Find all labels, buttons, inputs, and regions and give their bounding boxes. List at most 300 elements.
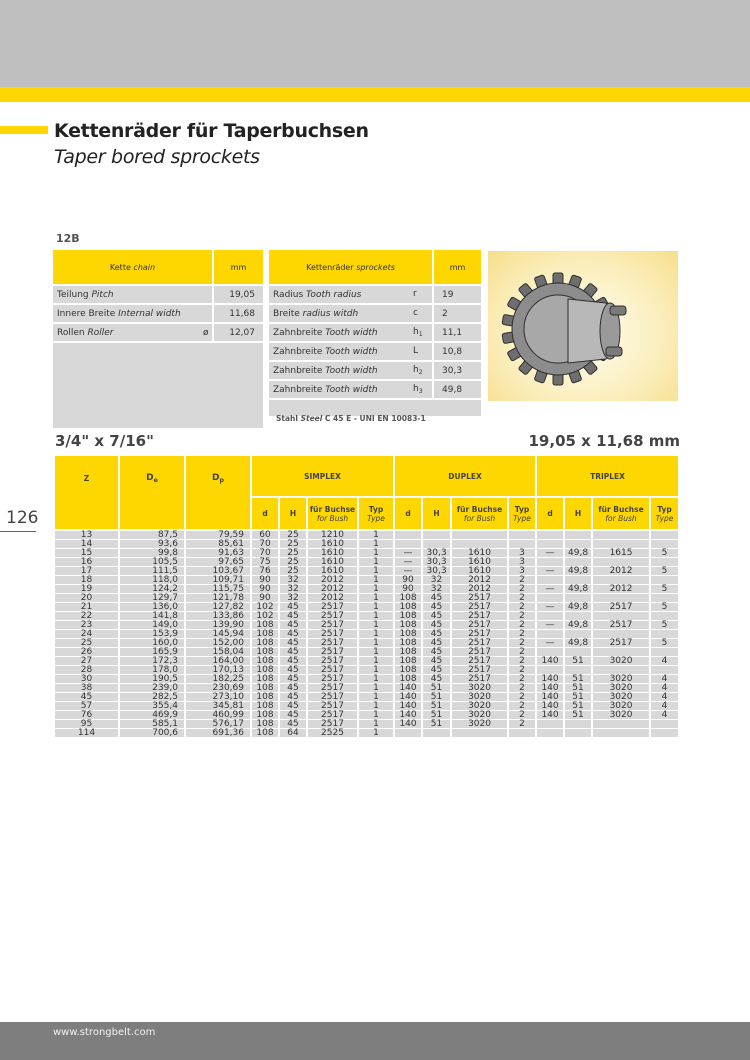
cell-duplex-d: — [394, 567, 422, 576]
cell-duplex-type: 2 [508, 675, 536, 684]
cell-triplex-type: 4 [650, 657, 679, 666]
cell-duplex-type: 2 [508, 594, 536, 603]
footer-website-link[interactable]: www.strongbelt.com [53, 1027, 156, 1038]
cell-simplex-d: 108 [251, 729, 279, 738]
cell-duplex-type: 2 [508, 648, 536, 657]
cell-dp: 79,59 [185, 530, 251, 540]
cell-duplex-d: — [394, 549, 422, 558]
cell-simplex-bush: 2517 [307, 684, 358, 693]
cell-duplex-d: 108 [394, 675, 422, 684]
cell-simplex-d: 90 [251, 585, 279, 594]
cell-simplex-bush: 1610 [307, 567, 358, 576]
table-row [54, 657, 679, 666]
sprocket-header-de: Kettenräder [306, 262, 357, 272]
cell-triplex-bush: 3020 [592, 657, 650, 666]
col-header-dp [185, 455, 251, 530]
cell-simplex-type: 1 [358, 630, 394, 639]
cell-duplex-d: 140 [394, 711, 422, 720]
cell-duplex-h: 51 [422, 702, 451, 711]
cell-triplex-bush: 2517 [592, 639, 650, 648]
cell-z: 25 [54, 639, 119, 648]
cell-simplex-h: 45 [279, 612, 307, 621]
label-en: Tooth width [325, 384, 378, 395]
table-row [54, 585, 679, 594]
cell-duplex-h: 51 [422, 720, 451, 729]
sprocket-spec-symbol [413, 342, 433, 361]
sprocket-spec-label [269, 342, 413, 361]
chain-header-en: chain [133, 262, 156, 272]
cell-simplex-type: 1 [358, 675, 394, 684]
cell-triplex-type: 5 [650, 549, 679, 558]
cell-duplex-d: 108 [394, 603, 422, 612]
cell-triplex-d: 140 [536, 684, 564, 693]
cell-triplex-d: — [536, 603, 564, 612]
cell-de: 178,0 [119, 666, 185, 675]
cell-duplex-bush: 3020 [451, 693, 508, 702]
symbol-main: h [413, 327, 419, 337]
cell-simplex-d: 108 [251, 621, 279, 630]
cell-dp: 273,10 [185, 693, 251, 702]
cell-duplex-h: 51 [422, 711, 451, 720]
cell-duplex-type: 2 [508, 657, 536, 666]
cell-simplex-h: 25 [279, 540, 307, 549]
cell-duplex-type: 2 [508, 612, 536, 621]
cell-z: 114 [54, 729, 119, 738]
cell-triplex-h: 51 [564, 675, 592, 684]
cell-z: 21 [54, 603, 119, 612]
type-header-en: Type [655, 513, 674, 523]
cell-dp: 91,63 [185, 549, 251, 558]
cell-triplex-type: 5 [650, 585, 679, 594]
cell-duplex-bush: 2517 [451, 594, 508, 603]
cell-de: 87,5 [119, 530, 185, 540]
sprocket-spec-row [269, 323, 481, 342]
cell-simplex-h: 45 [279, 621, 307, 630]
cell-duplex-h: 32 [422, 585, 451, 594]
cell-triplex-h: 49,8 [564, 585, 592, 594]
cell-z: 45 [54, 693, 119, 702]
cell-triplex-type [650, 530, 679, 540]
cell-triplex-type: 5 [650, 639, 679, 648]
cell-triplex-type [650, 720, 679, 729]
cell-simplex-bush: 2517 [307, 648, 358, 657]
cell-triplex-d: 140 [536, 711, 564, 720]
cell-duplex-bush [451, 530, 508, 540]
type-header-de: Typ [657, 504, 672, 514]
cell-duplex-d: 90 [394, 585, 422, 594]
cell-duplex-h [422, 530, 451, 540]
cell-triplex-bush [592, 530, 650, 540]
group-header-triplex: TRIPLEX [536, 455, 679, 497]
cell-simplex-type: 1 [358, 729, 394, 738]
cell-duplex-h: 51 [422, 693, 451, 702]
cell-simplex-d: 108 [251, 675, 279, 684]
cell-duplex-h: 45 [422, 630, 451, 639]
cell-de: 282,5 [119, 693, 185, 702]
sprocket-spec-label [269, 304, 413, 323]
cell-simplex-type: 1 [358, 693, 394, 702]
cell-de: 172,3 [119, 657, 185, 666]
cell-z: 17 [54, 567, 119, 576]
cell-de: 118,0 [119, 576, 185, 585]
cell-de: 111,5 [119, 567, 185, 576]
simplex-col-bush [307, 497, 358, 530]
cell-dp: 170,13 [185, 666, 251, 675]
chain-code-label: 12B [56, 232, 80, 245]
cell-z: 57 [54, 702, 119, 711]
duplex-col-bush [451, 497, 508, 530]
cell-triplex-h: 51 [564, 711, 592, 720]
cell-dp: 109,71 [185, 576, 251, 585]
cell-simplex-bush: 1610 [307, 540, 358, 549]
cell-simplex-d: 108 [251, 711, 279, 720]
table-row [54, 675, 679, 684]
table-row [54, 702, 679, 711]
cell-dp: 158,04 [185, 648, 251, 657]
cell-simplex-d: 75 [251, 558, 279, 567]
chain-spec-symbol [203, 304, 213, 323]
cell-triplex-d [536, 729, 564, 738]
cell-triplex-d [536, 720, 564, 729]
cell-simplex-d: 108 [251, 639, 279, 648]
cell-dp: 152,00 [185, 639, 251, 648]
label-en: Tooth radius [306, 289, 362, 300]
cell-simplex-bush: 2525 [307, 729, 358, 738]
cell-triplex-bush: 2517 [592, 621, 650, 630]
sprocket-spec-value: 11,1 [433, 323, 481, 342]
cell-duplex-type: 2 [508, 693, 536, 702]
cell-de: 105,5 [119, 558, 185, 567]
cell-simplex-d: 108 [251, 630, 279, 639]
cell-duplex-type: 2 [508, 639, 536, 648]
cell-duplex-h: 30,3 [422, 567, 451, 576]
page-title-english: Taper bored sprockets [54, 146, 260, 168]
cell-duplex-h: 45 [422, 648, 451, 657]
cell-simplex-d: 108 [251, 648, 279, 657]
cell-triplex-h: 51 [564, 684, 592, 693]
page-number-rule [0, 531, 36, 532]
col-header-z: Z [54, 455, 119, 530]
cell-simplex-bush: 2517 [307, 720, 358, 729]
label-en: Roller [87, 327, 114, 338]
cell-triplex-type: 5 [650, 567, 679, 576]
cell-dp: 121,78 [185, 594, 251, 603]
cell-de: 129,7 [119, 594, 185, 603]
symbol-main: h [413, 384, 419, 394]
cell-simplex-h: 45 [279, 603, 307, 612]
cell-duplex-h: 51 [422, 684, 451, 693]
cell-duplex-type [508, 530, 536, 540]
cell-simplex-d: 108 [251, 666, 279, 675]
chain-spec-row [53, 304, 263, 323]
chain-spec-filler [53, 342, 263, 428]
cell-triplex-type: 4 [650, 675, 679, 684]
sprocket-spec-row [269, 304, 481, 323]
cell-simplex-type: 1 [358, 684, 394, 693]
simplex-col-type [358, 497, 394, 530]
cell-dp: 103,67 [185, 567, 251, 576]
cell-duplex-d [394, 530, 422, 540]
cell-triplex-d: 140 [536, 675, 564, 684]
sprocket-spec-label [269, 285, 413, 304]
bush-header-de: für Buchse [456, 504, 503, 514]
cell-duplex-h: 45 [422, 675, 451, 684]
cell-duplex-h: 45 [422, 621, 451, 630]
cell-triplex-d [536, 530, 564, 540]
type-header-de: Typ [514, 504, 530, 514]
header-gray-band [0, 0, 750, 87]
sprocket-spec-value: 49,8 [433, 380, 481, 399]
cell-simplex-d: 102 [251, 612, 279, 621]
cell-simplex-bush: 2517 [307, 603, 358, 612]
col-header-de-sub: e [153, 477, 158, 484]
sprocket-spec-label [269, 323, 413, 342]
cell-triplex-d: — [536, 585, 564, 594]
cell-duplex-h: 45 [422, 657, 451, 666]
cell-duplex-bush: 2517 [451, 666, 508, 675]
cell-de: 190,5 [119, 675, 185, 684]
cell-z: 16 [54, 558, 119, 567]
bush-header-en: for Bush [316, 513, 349, 523]
cell-z: 27 [54, 657, 119, 666]
cell-dp: 182,25 [185, 675, 251, 684]
cell-triplex-d: — [536, 639, 564, 648]
symbol-main: r [413, 289, 417, 299]
cell-simplex-type: 1 [358, 720, 394, 729]
sprocket-product-image [488, 251, 678, 401]
cell-duplex-d: 90 [394, 576, 422, 585]
cell-simplex-d: 76 [251, 567, 279, 576]
sprocket-spec-symbol [413, 323, 433, 342]
steel-note-post: C 45 E - UNI EN 10083-1 [322, 414, 426, 423]
table-row [54, 603, 679, 612]
page-title-german: Kettenräder für Taperbuchsen [54, 120, 369, 142]
cell-simplex-h: 45 [279, 711, 307, 720]
table-row [54, 621, 679, 630]
cell-simplex-h: 45 [279, 693, 307, 702]
chain-spec-table [53, 250, 263, 428]
table-row [54, 530, 679, 540]
cell-simplex-bush: 2012 [307, 585, 358, 594]
cell-duplex-bush: 2517 [451, 675, 508, 684]
cell-duplex-h: 32 [422, 576, 451, 585]
cell-triplex-bush: 2012 [592, 567, 650, 576]
cell-de: 355,4 [119, 702, 185, 711]
label-de: Zahnbreite [273, 346, 326, 357]
cell-simplex-h: 45 [279, 702, 307, 711]
cell-de: 136,0 [119, 603, 185, 612]
cell-simplex-h: 64 [279, 729, 307, 738]
cell-duplex-d: — [394, 558, 422, 567]
symbol-main: c [413, 308, 418, 318]
cell-triplex-type: 4 [650, 702, 679, 711]
cell-triplex-bush: 2012 [592, 585, 650, 594]
label-de: Innere Breite [57, 308, 119, 319]
cell-duplex-bush: 2517 [451, 621, 508, 630]
symbol-sub: 2 [418, 369, 423, 376]
sprocket-spec-label [269, 361, 413, 380]
cell-simplex-type: 1 [358, 666, 394, 675]
cell-simplex-type: 1 [358, 567, 394, 576]
steel-note-italic: Steel [300, 414, 323, 423]
cell-duplex-bush: 2012 [451, 576, 508, 585]
chain-header-de: Kette [109, 262, 134, 272]
cell-dp: 145,94 [185, 630, 251, 639]
cell-duplex-type: 2 [508, 630, 536, 639]
label-de: Zahnbreite [273, 365, 326, 376]
sprocket-spec-row [269, 361, 481, 380]
cell-z: 22 [54, 612, 119, 621]
cell-de: 469,9 [119, 711, 185, 720]
cell-triplex-type: 4 [650, 684, 679, 693]
cell-simplex-d: 108 [251, 720, 279, 729]
cell-triplex-h: 51 [564, 702, 592, 711]
title-accent-bar [0, 126, 48, 134]
sprocket-spec-table [269, 250, 481, 416]
chain-header [53, 250, 213, 285]
sprocket-header [269, 250, 433, 285]
cell-de: 141,8 [119, 612, 185, 621]
cell-simplex-type: 1 [358, 702, 394, 711]
cell-triplex-h: 51 [564, 693, 592, 702]
cell-triplex-bush: 3020 [592, 702, 650, 711]
chain-spec-row [53, 323, 263, 342]
label-de: Rollen [57, 327, 88, 338]
sprocket-spec-row [269, 380, 481, 399]
cell-duplex-bush: 1610 [451, 549, 508, 558]
chain-spec-label [53, 323, 203, 342]
cell-duplex-d [394, 729, 422, 738]
chain-size-inch: 3/4" x 7/16" [55, 432, 154, 450]
label-en: Tooth width [325, 346, 378, 357]
duplex-col-type [508, 497, 536, 530]
cell-triplex-type: 4 [650, 711, 679, 720]
cell-de: 585,1 [119, 720, 185, 729]
cell-triplex-h [564, 530, 592, 540]
cell-triplex-h: 49,8 [564, 639, 592, 648]
cell-duplex-bush: 3020 [451, 684, 508, 693]
cell-dp: 115,75 [185, 585, 251, 594]
sprocket-spec-value: 30,3 [433, 361, 481, 380]
cell-simplex-type: 1 [358, 585, 394, 594]
cell-z: 19 [54, 585, 119, 594]
cell-dp: 85,61 [185, 540, 251, 549]
cell-triplex-bush [592, 729, 650, 738]
sprocket-illustration [488, 251, 678, 401]
cell-dp: 576,17 [185, 720, 251, 729]
cell-duplex-h [422, 729, 451, 738]
table-row [54, 720, 679, 729]
sprocket-spec-label [269, 380, 413, 399]
cell-simplex-type: 1 [358, 594, 394, 603]
cell-simplex-bush: 2517 [307, 702, 358, 711]
cell-z: 13 [54, 530, 119, 540]
cell-simplex-bush: 2012 [307, 594, 358, 603]
sprocket-spec-row [269, 342, 481, 361]
cell-dp: 127,82 [185, 603, 251, 612]
cell-dp: 97,65 [185, 558, 251, 567]
cell-triplex-bush: 3020 [592, 693, 650, 702]
cell-z: 76 [54, 711, 119, 720]
cell-simplex-type: 1 [358, 576, 394, 585]
cell-triplex-h: 51 [564, 657, 592, 666]
cell-duplex-d: 140 [394, 684, 422, 693]
bush-header-de: für Buchse [309, 504, 356, 514]
cell-simplex-d: 108 [251, 657, 279, 666]
cell-triplex-d: 140 [536, 657, 564, 666]
cell-simplex-h: 45 [279, 684, 307, 693]
cell-duplex-type: 2 [508, 702, 536, 711]
cell-triplex-bush: 3020 [592, 675, 650, 684]
cell-z: 14 [54, 540, 119, 549]
cell-simplex-h: 45 [279, 630, 307, 639]
table-row [54, 567, 679, 576]
label-de: Breite [273, 308, 303, 319]
cell-z: 30 [54, 675, 119, 684]
duplex-col-h: H [422, 497, 451, 530]
cell-simplex-d: 90 [251, 576, 279, 585]
cell-de: 124,2 [119, 585, 185, 594]
footer-bar [0, 1022, 750, 1060]
cell-simplex-type: 1 [358, 603, 394, 612]
table-row [54, 666, 679, 675]
cell-simplex-bush: 2517 [307, 711, 358, 720]
cell-duplex-d: 140 [394, 702, 422, 711]
label-de: Zahnbreite [273, 327, 326, 338]
cell-simplex-type: 1 [358, 639, 394, 648]
sprocket-spec-symbol [413, 285, 433, 304]
cell-triplex-type: 5 [650, 621, 679, 630]
cell-triplex-bush: 1615 [592, 549, 650, 558]
chain-unit-header: mm [213, 250, 263, 285]
table-row [54, 711, 679, 720]
type-header-de: Typ [368, 504, 384, 514]
cell-simplex-d: 108 [251, 693, 279, 702]
cell-duplex-bush: 3020 [451, 720, 508, 729]
cell-simplex-d: 70 [251, 549, 279, 558]
cell-simplex-bush: 2517 [307, 612, 358, 621]
cell-simplex-bush: 2517 [307, 693, 358, 702]
chain-spec-value: 19,05 [213, 285, 263, 304]
cell-simplex-d: 108 [251, 702, 279, 711]
cell-z: 15 [54, 549, 119, 558]
cell-duplex-d: 140 [394, 720, 422, 729]
cell-simplex-h: 45 [279, 675, 307, 684]
cell-simplex-type: 1 [358, 657, 394, 666]
table-row [54, 639, 679, 648]
cell-simplex-h: 25 [279, 549, 307, 558]
symbol-main: h [413, 365, 419, 375]
chain-spec-symbol [203, 285, 213, 304]
cell-simplex-type: 1 [358, 530, 394, 540]
table-row [54, 729, 679, 738]
triplex-col-bush [592, 497, 650, 530]
bush-header-en: for Bush [463, 513, 496, 523]
cell-triplex-d: — [536, 621, 564, 630]
cell-triplex-d: — [536, 567, 564, 576]
label-de: Teilung [57, 289, 92, 300]
cell-dp: 460,99 [185, 711, 251, 720]
chain-spec-symbol: ø [203, 323, 213, 342]
label-en: Tooth width [325, 365, 378, 376]
simplex-col-h: H [279, 497, 307, 530]
cell-triplex-bush: 3020 [592, 684, 650, 693]
cell-simplex-h: 32 [279, 576, 307, 585]
cell-simplex-bush: 1210 [307, 530, 358, 540]
cell-simplex-d: 60 [251, 530, 279, 540]
cell-simplex-bush: 1610 [307, 549, 358, 558]
triplex-col-type [650, 497, 679, 530]
